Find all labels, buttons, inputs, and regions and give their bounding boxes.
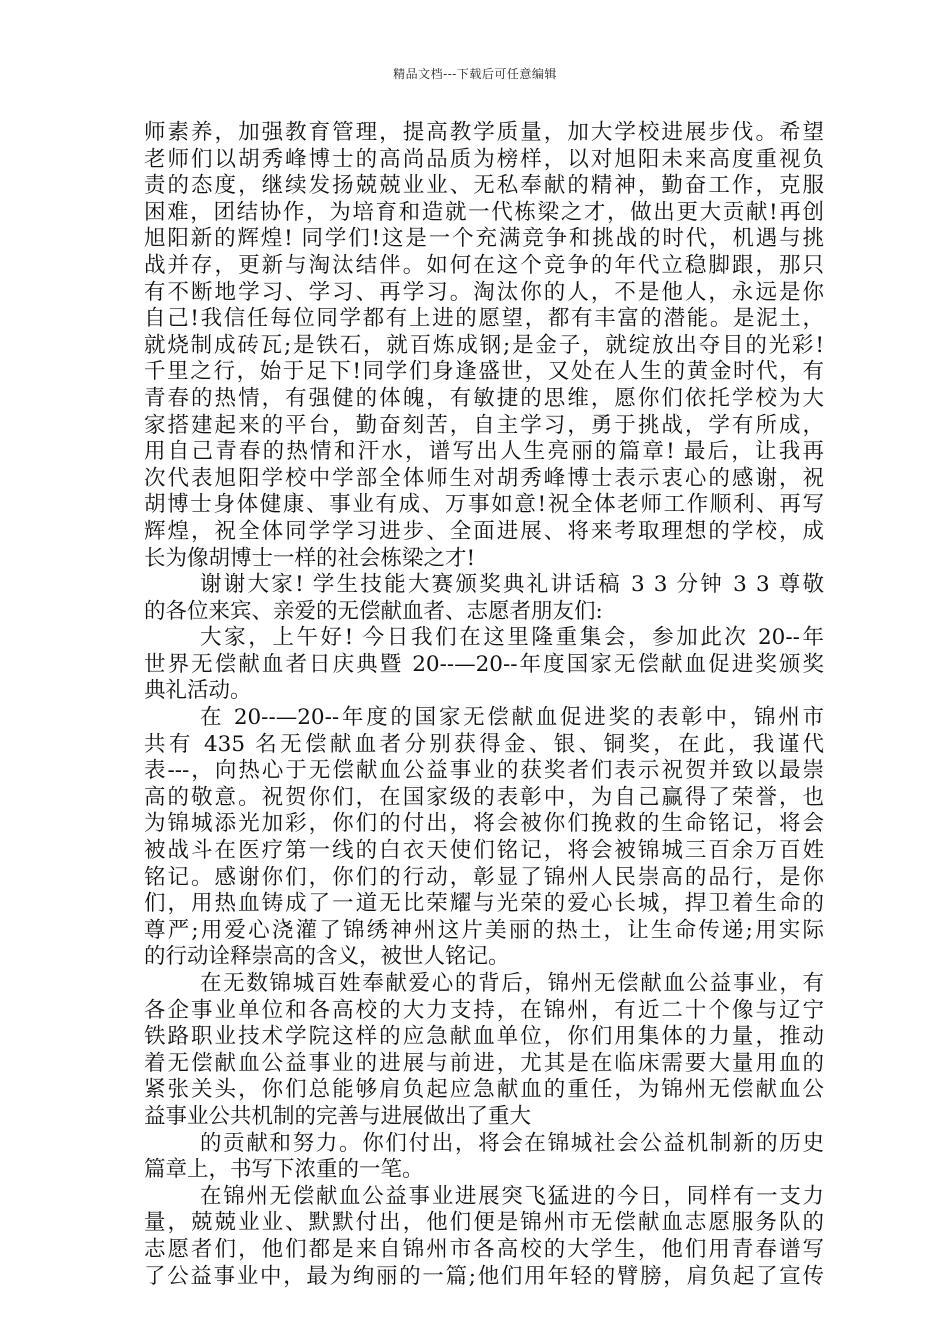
text-line: 有不断地学习、学习、再学习。淘汰你的人，不是他人，永远是你 xyxy=(144,279,824,305)
text-line: 战并存，更新与淘汰结伴。如何在这个竞争的年代立稳脚跟，那只 xyxy=(144,252,824,278)
text-line: 在锦州无偿献血公益事业进展突飞猛进的今日，同样有一支力 xyxy=(200,1183,824,1209)
text-line: 共有 435 名无偿献血者分别获得金、银、铜奖，在此，我谨代 xyxy=(144,731,824,757)
text-line: 的行动诠释崇高的含义，被世人铭记。 xyxy=(144,944,510,970)
text-line: 紧张关头，你们总能够肩负起应急献血的重任，为锦州无偿献血公 xyxy=(144,1077,824,1103)
text-line: 老师们以胡秀峰博士的高尚品质为榜样，以对旭阳未来高度重视负 xyxy=(144,146,824,172)
text-line: 高的敬意。祝贺你们，在国家级的表彰中，为自己赢得了荣誉，也 xyxy=(144,784,824,810)
text-line: 长为像胡博士一样的社会栋梁之才! xyxy=(144,545,476,571)
text-line: 胡博士身体健康、事业有成、万事如意!祝全体老师工作顺利、再写 xyxy=(144,492,824,518)
text-line: 的贡献和努力。你们付出，将会在锦城社会公益机制新的历史 xyxy=(200,1130,824,1156)
text-line: 家搭建起来的平台，勤奋刻苦，自主学习，勇于挑战，学有所成， xyxy=(144,412,824,438)
text-line: 用自己青春的热情和汗水，谱写出人生亮丽的篇章! 最后，让我再 xyxy=(144,439,824,465)
text-line: 的各位来宾、亲爱的无偿献血者、志愿者朋友们: xyxy=(144,598,603,624)
text-line: 责的态度，继续发扬兢兢业业、无私奉献的精神，勤奋工作，克服 xyxy=(144,173,824,199)
text-line: 就烧制成砖瓦;是铁石，就百炼成钢;是金子，就绽放出夺目的光彩! xyxy=(144,332,824,358)
text-line: 大家，上午好! 今日我们在这里隆重集会，参加此次 20--年 xyxy=(200,625,824,651)
document-body xyxy=(144,120,824,1290)
text-line: 铭记。感谢你们，你们的行动，彰显了锦州人民崇高的品行，是你 xyxy=(144,864,824,890)
text-line: 次代表旭阳学校中学部全体师生对胡秀峰博士表示衷心的感谢，祝 xyxy=(144,465,824,491)
text-line: 各企事业单位和各高校的大力支持，在锦州，有近二十个像与辽宁 xyxy=(144,997,824,1023)
text-line: 了公益事业中，最为绚丽的一篇;他们用年轻的臂膀，肩负起了宣传 xyxy=(144,1263,824,1289)
text-line: 表---，向热心于无偿献血公益事业的获奖者们表示祝贺并致以最崇 xyxy=(144,758,824,784)
text-line: 谢谢大家! 学生技能大赛颁奖典礼讲话稿 3 3 分钟 3 3 尊敬 xyxy=(200,572,824,598)
text-line: 铁路职业技术学院这样的应急献血单位，你们用集体的力量，推动 xyxy=(144,1024,824,1050)
text-line: 着无偿献血公益事业的进展与前进，尤其是在临床需要大量用血的 xyxy=(144,1050,824,1076)
text-line: 志愿者们，他们都是来自锦州市各高校的大学生，他们用青春谱写 xyxy=(144,1236,824,1262)
text-line: 师素养，加强教育管理，提高教学质量，加大学校进展步伐。希望 xyxy=(144,120,824,145)
text-line: 量，兢兢业业、默默付出，他们便是锦州市无偿献血志愿服务队的 xyxy=(144,1210,824,1236)
text-line: 在无数锦城百姓奉献爱心的背后，锦州无偿献血公益事业，有 xyxy=(200,971,824,996)
text-line: 篇章上，书写下浓重的一笔。 xyxy=(144,1157,424,1183)
text-line: 困难，团结协作，为培育和造就一代栋梁之才，做出更大贡献!再创 xyxy=(144,199,824,225)
text-line: 辉煌，祝全体同学学习进步、全面进展、将来考取理想的学校，成 xyxy=(144,518,824,544)
text-line: 们，用热血铸成了一道无比荣耀与光荣的爱心长城，捍卫着生命的 xyxy=(144,891,824,917)
text-line: 为锦城添光加彩，你们的付出，将会被你们挽救的生命铭记，将会 xyxy=(144,811,824,837)
text-line: 被战斗在医疗第一线的白衣天使们铭记，将会被锦城三百余万百姓 xyxy=(144,838,824,864)
text-line: 益事业公共机制的完善与进展做出了重大 xyxy=(144,1103,532,1129)
page-header: 精品文档---下载后可任意编辑 xyxy=(393,67,557,81)
text-line: 尊严;用爱心浇灌了锦绣神州这片美丽的热土，让生命传递;用实际 xyxy=(144,917,824,943)
text-line: 在 20--—20--年度的国家无偿献血促进奖的表彰中，锦州市 xyxy=(200,705,824,731)
text-line: 典礼活动。 xyxy=(144,678,252,704)
text-line: 自己!我信任每位同学都有上进的愿望，都有丰富的潜能。是泥土， xyxy=(144,306,824,332)
text-line: 世界无偿献血者日庆典暨 20--—20--年度国家无偿献血促进奖颁奖 xyxy=(144,651,824,677)
text-line: 千里之行，始于足下!同学们身逢盛世，又处在人生的黄金时代，有 xyxy=(144,359,824,385)
text-line: 旭阳新的辉煌! 同学们!这是一个充满竞争和挑战的时代，机遇与挑 xyxy=(144,226,824,252)
text-line: 青春的热情，有强健的体魄，有敏捷的思维，愿你们依托学校为大 xyxy=(144,385,824,411)
